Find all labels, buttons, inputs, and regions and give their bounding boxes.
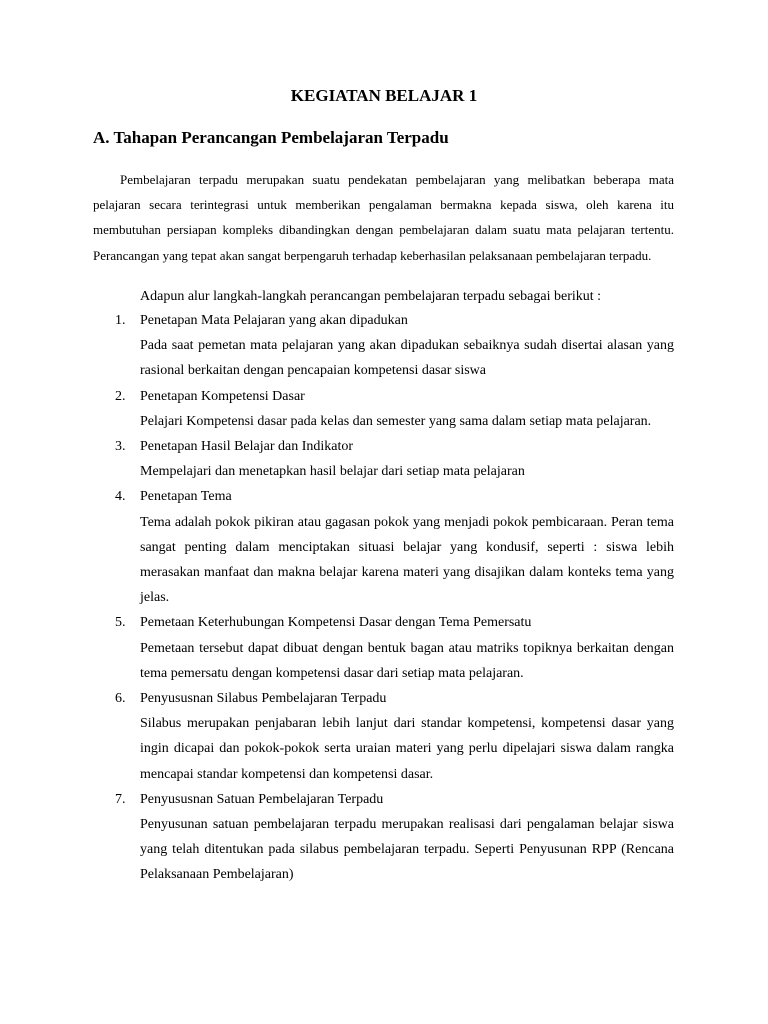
step-description: Pemetaan tersebut dapat dibuat dengan bentuk bagan atau matriks topiknya berkaitan dengan tema pemersatu dengan kompetensi dasar dari setiap mata pelajaran.: [140, 640, 674, 681]
step-title: Penetapan Mata Pelajaran yang akan dipadukan: [140, 313, 408, 328]
step-title: Penyususnan Satuan Pembelajaran Terpadu: [140, 791, 384, 807]
step-description: Silabus merupakan penjabaran lebih lanjut dari standar kompetensi, kompetensi dasar yang ingin dicapai dan pokok-pokok serta uraian materi yang perlu dipelajari siswa dalam rangka mencapai standar kompetensi dan kompetensi dasar.: [140, 716, 674, 782]
list-item: [93, 686, 674, 787]
list-item: [93, 787, 674, 888]
step-title: Pemetaan Keterhubungan Kompetensi Dasar dengan Tema Pemersatu: [140, 615, 532, 631]
step-title: Penetapan Hasil Belajar dan Indikator: [140, 439, 354, 455]
section-heading: A. Tahapan Perancangan Pembelajaran Terpadu: [93, 128, 449, 147]
step-number: 3.: [115, 439, 126, 455]
list-item: [93, 610, 674, 686]
document-title: KEGIATAN BELAJAR 1: [290, 86, 478, 105]
step-title: Penyususnan Silabus Pembelajaran Terpadu: [140, 691, 387, 707]
steps-list: [93, 308, 674, 888]
step-description: Penyusunan satuan pembelajaran terpadu merupakan realisasi dari pengalaman belajar siswa yang telah ditentukan pada silabus pembelajaran terpadu. Seperti Penyusunan RPP (Rencana Pelaksanaan Pembelajaran): [140, 817, 674, 883]
step-description: Mempelajari dan menetapkan hasil belajar dari setiap mata pelajaran: [140, 464, 525, 480]
step-number: 4.: [115, 489, 126, 505]
step-number: 7.: [115, 791, 126, 807]
step-number: 5.: [115, 615, 126, 631]
list-item: [93, 384, 674, 434]
step-description: Pada saat pemetan mata pelajaran yang akan dipadukan sebaiknya sudah disertai alasan yang rasional berkaitan dengan pencapaian kompetensi dasar siswa: [140, 338, 674, 379]
step-title: Penetapan Kompetensi Dasar: [140, 388, 305, 404]
list-item: [93, 484, 674, 610]
list-item: [93, 308, 674, 384]
step-title: Penetapan Tema: [140, 489, 232, 505]
list-item: [93, 434, 674, 484]
lead-sentence: Adapun alur langkah-langkah perancangan pembelajaran terpadu sebagai berikut :: [140, 289, 602, 304]
step-number: 1.: [115, 313, 126, 328]
step-description: Tema adalah pokok pikiran atau gagasan pokok yang menjadi pokok pembicaraan. Peran tema sangat penting dalam menciptakan situasi belajar yang kondusif, seperti : siswa lebih merasakan manfaat dan makna belajar karena materi yang disajikan dalam konteks tema yang jelas.: [140, 514, 674, 606]
step-number: 6.: [115, 691, 126, 707]
step-number: 2.: [115, 388, 126, 404]
step-description: Pelajari Kompetensi dasar pada kelas dan semester yang sama dalam setiap mata pelajaran.: [140, 413, 652, 429]
intro-paragraph: Pembelajaran terpadu merupakan suatu pendekatan pembelajaran yang melibatkan beberapa mata pelajaran secara terintegrasi untuk memberikan pengalaman bermakna kepada siswa, oleh karena itu membutuhan persiapan kompleks dibandingkan dengan pembelajaran dalam suatu mata pelajaran tertentu. Perancangan yang tepat akan sangat berpengaruh terhadap keberhasilan pelaksanaan pembelajaran terpadu.: [93, 172, 674, 263]
